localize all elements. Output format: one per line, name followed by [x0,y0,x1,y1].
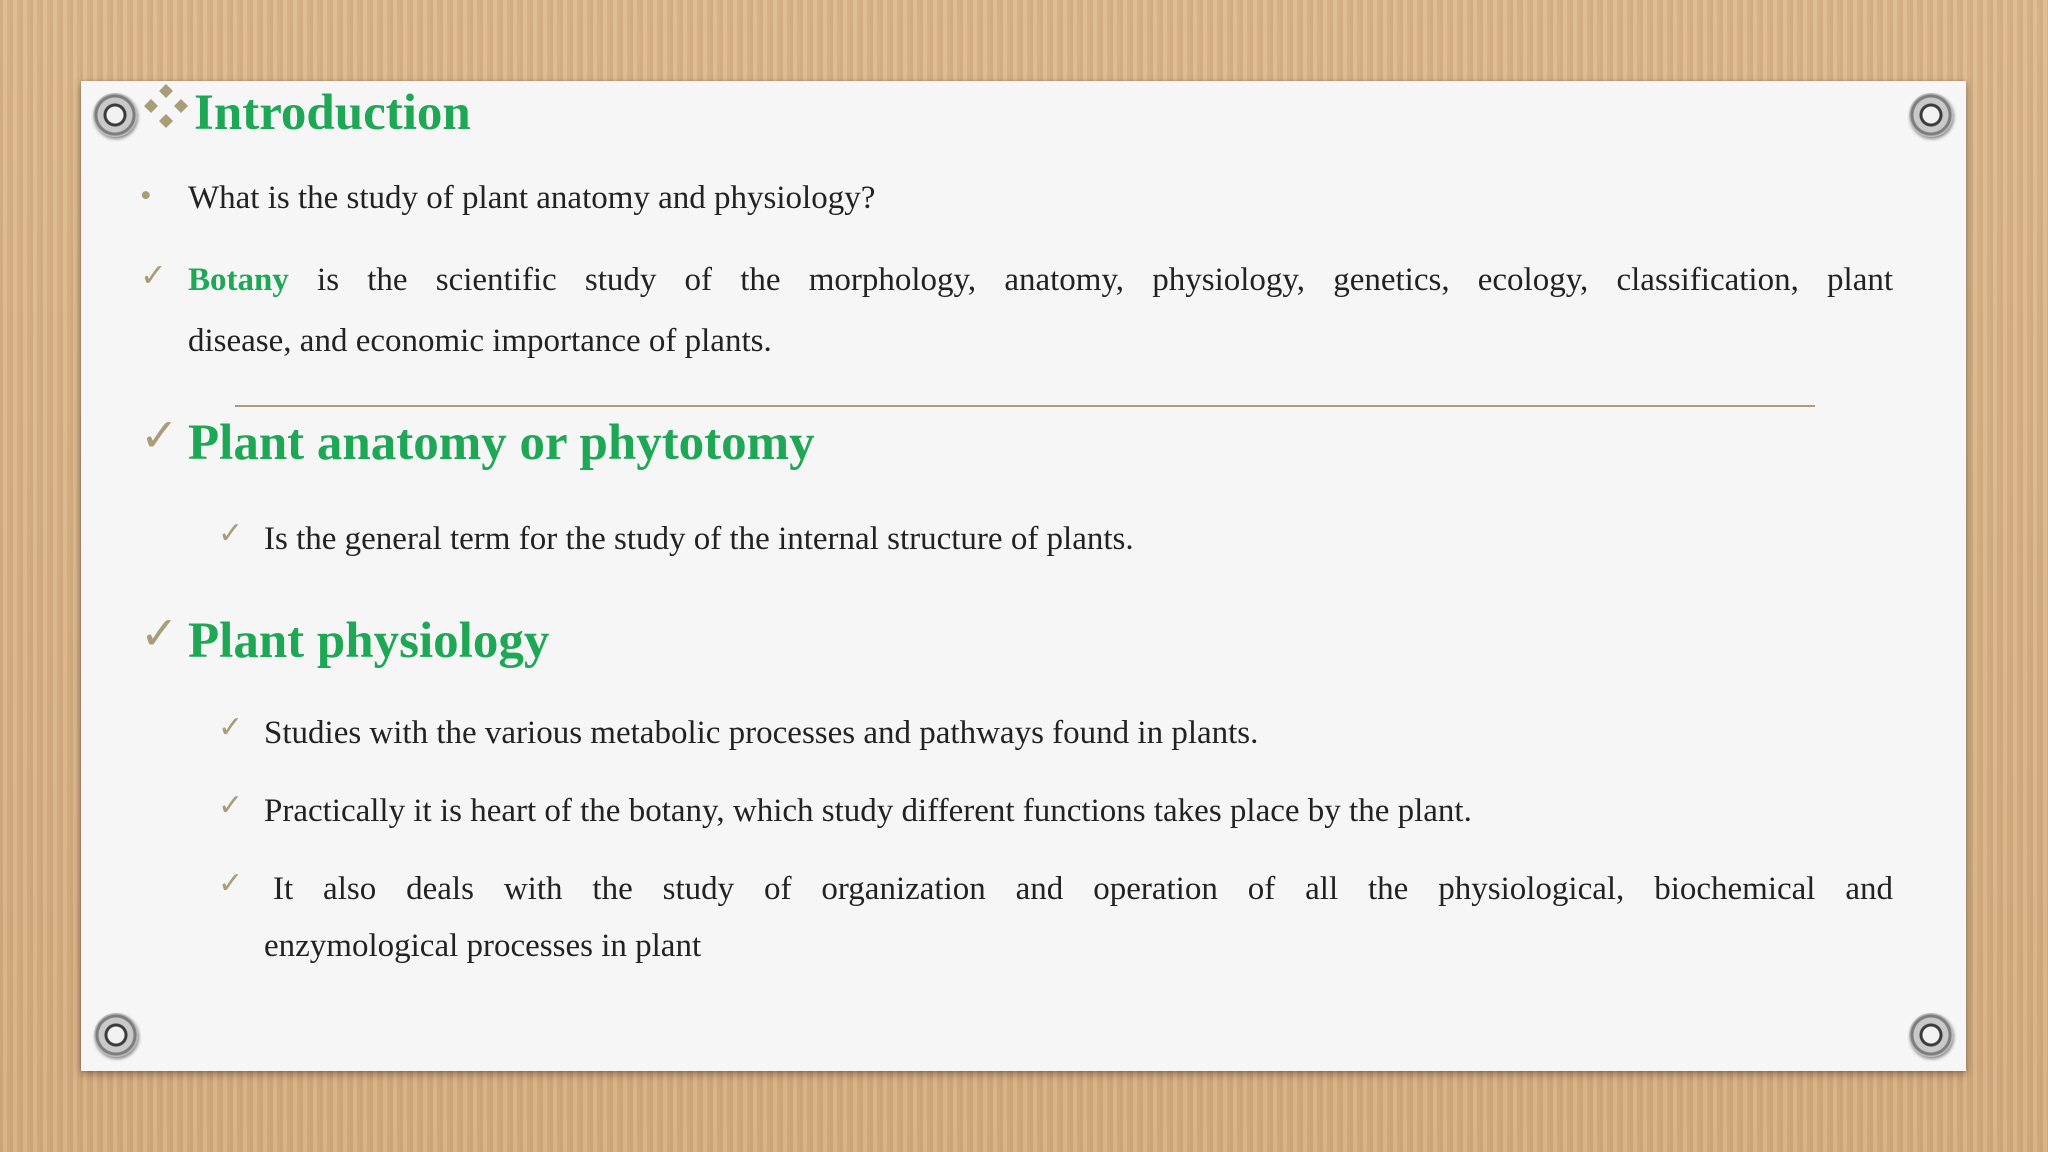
intro-title: Introduction [194,85,471,141]
four-diamond-bullet-icon [143,83,189,129]
check-icon: ✓ [218,788,244,823]
check-icon: ✓ [140,256,167,294]
physiology-point-1: Studies with the various metabolic processes and pathways found in plants. [264,715,1259,751]
bullet-dot-icon: • [140,178,152,214]
check-icon: ✓ [218,516,244,551]
physiology-point-3-line1: It also deals with the study of organization and operation of all the physiological, biochemical and [273,871,1893,907]
anatomy-heading: Plant anatomy or phytotomy [188,415,815,471]
physiology-point-2: Practically it is heart of the botany, which study different functions takes place by the plant. [264,793,1472,829]
check-icon: ✓ [218,710,244,745]
botany-definition-text: is the scientific study of the morphology, anatomy, physiology, genetics, ecology, classification, plant [317,262,1894,298]
check-icon-large: ✓ [140,408,179,462]
physiology-point-3-line2: enzymological processes in plant [264,928,702,964]
botany-definition-line2: disease, and economic importance of plants. [188,323,772,359]
check-icon-large: ✓ [140,606,179,660]
divider-line [235,405,1815,407]
anatomy-point: Is the general term for the study of the internal structure of plants. [264,521,1134,557]
grommet-bottom-right-icon [1909,1013,1953,1057]
botany-definition-line1 [188,264,1893,297]
botany-term: Botany [188,262,289,298]
intro-question: What is the study of plant anatomy and physiology? [188,180,876,216]
check-icon: ✓ [218,866,244,901]
grommet-bottom-left-icon [94,1013,138,1057]
grommet-top-left-icon [93,93,137,137]
slide-card [81,81,1966,1071]
physiology-heading: Plant physiology [188,613,550,669]
grommet-top-right-icon [1909,93,1953,137]
